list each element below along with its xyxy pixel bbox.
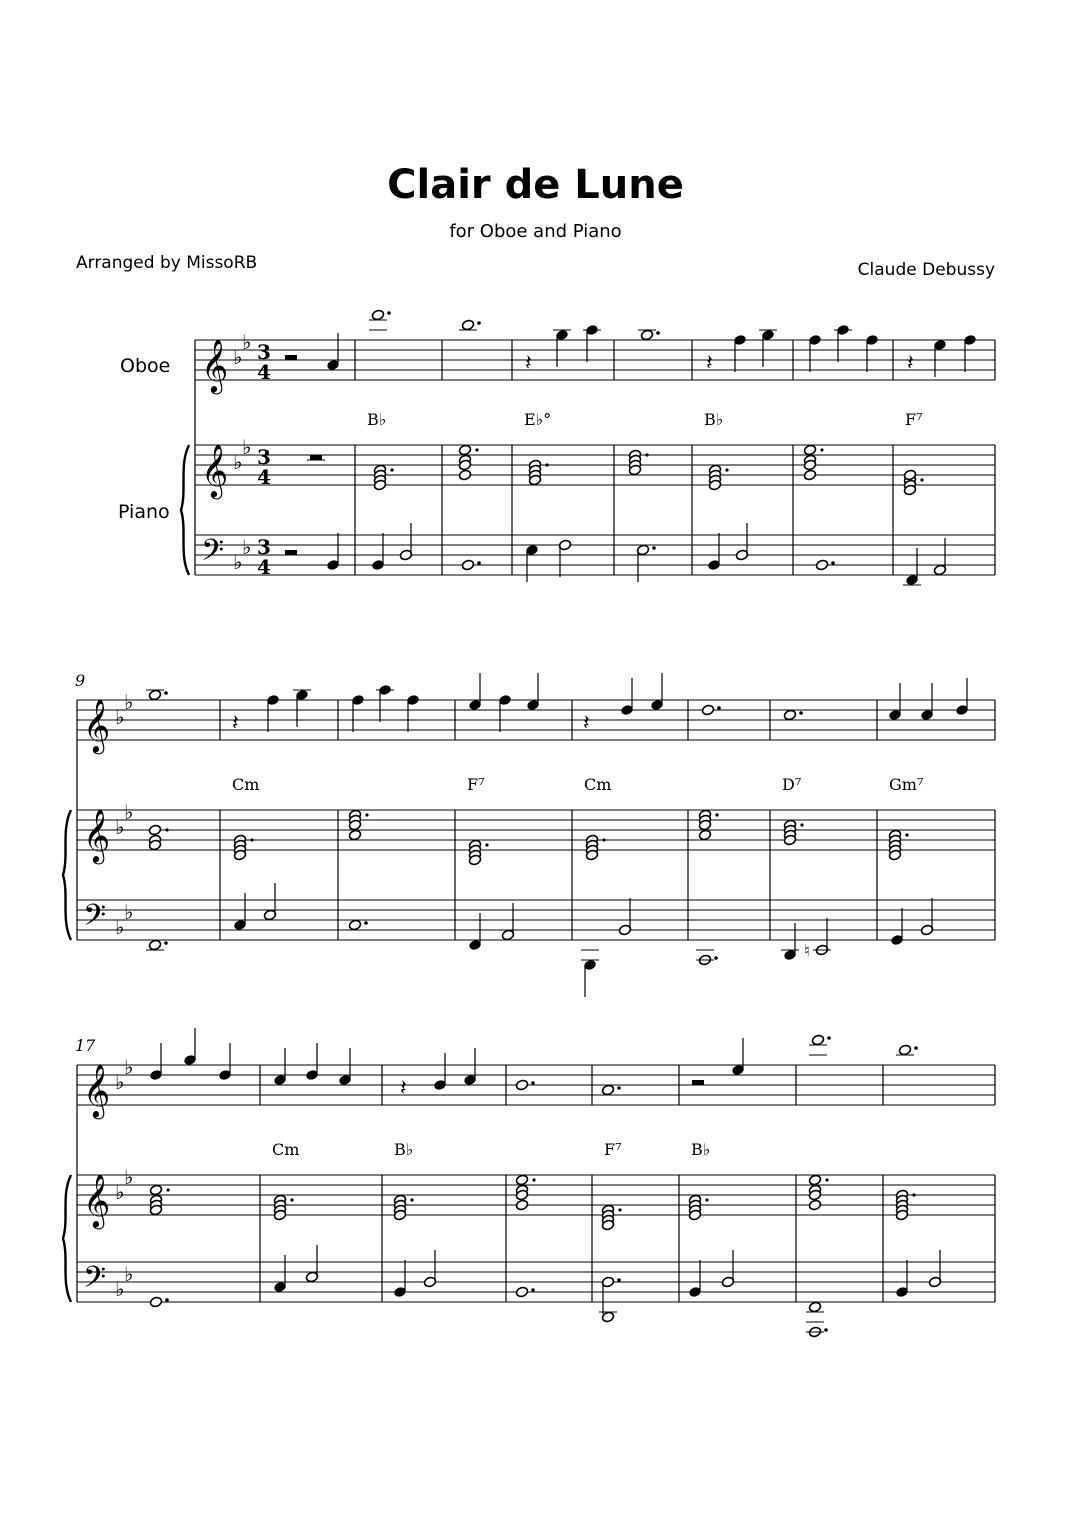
dot [652,546,656,550]
dot [387,311,391,315]
note [803,444,816,456]
piano-bass-staff [77,1262,995,1302]
note [928,1250,941,1288]
time-signature-bottom: 4 [257,465,271,489]
dot [827,1036,831,1040]
page-title: Clair de Lune [387,162,684,208]
note [376,684,394,722]
half-rest-icon [285,550,297,555]
time-signature-bottom: 4 [257,555,271,579]
note [808,334,821,372]
note [149,1043,162,1081]
note [348,919,367,931]
dot [820,448,823,451]
note [920,898,933,936]
notehead [348,919,361,931]
chord-symbol: D⁷ [782,775,802,794]
notehead [515,1286,528,1298]
note [263,883,276,921]
notehead [808,1199,821,1211]
dot [477,321,481,325]
note [599,1311,617,1323]
dot [250,838,253,841]
note [890,908,903,946]
dot [531,1288,535,1292]
note [553,329,571,367]
half-rest-icon [310,455,322,460]
dot [602,838,605,841]
note [865,334,878,372]
dot [824,1328,828,1332]
notehead [461,559,474,571]
dot [390,468,393,471]
flat-icon: ♭ [124,800,134,824]
dot [164,691,168,695]
notehead [458,469,471,481]
arranger-credit: Arranged by MissoRB [76,253,258,273]
notehead [458,444,471,456]
note [963,334,976,372]
dot [656,331,660,335]
notehead [461,319,474,331]
piano-treble-staff [195,445,995,485]
chord-symbol: Cm [232,775,260,794]
note [433,1053,446,1091]
note [781,923,799,961]
note [731,1038,744,1076]
note [920,683,933,721]
note [146,939,168,951]
chord-symbol: B♭ [691,1140,711,1159]
dot [410,1198,413,1201]
dot [166,1188,169,1191]
notehead [701,704,714,716]
note [458,469,471,481]
notehead [148,939,161,951]
flat-icon: ♭ [115,1277,125,1301]
dot [825,1178,828,1181]
flat-icon: ♭ [124,1165,134,1189]
chord-symbol: Gm⁷ [889,775,924,794]
dot [290,1198,293,1201]
instrument-label-piano: Piano [118,501,170,523]
chord-symbol: Cm [584,775,612,794]
note [498,694,511,732]
note [266,694,279,732]
notehead [371,309,384,321]
note [809,1034,831,1055]
quarter-rest-icon: 𝄽 [907,351,914,376]
treble-clef-icon: 𝄞 [83,698,111,752]
dot [475,448,478,451]
dot [617,1086,621,1090]
flat-icon: ♭ [124,690,134,714]
note [933,538,946,576]
note [618,898,631,936]
time-signature-top: 3 [257,445,271,469]
note [834,324,852,362]
notehead [149,1296,162,1308]
note [149,1184,162,1196]
bass-clef-icon: 𝄢 [83,1261,107,1302]
note [273,1255,286,1293]
dot [799,711,803,715]
flat-icon: ♭ [115,1180,125,1204]
note [293,689,311,727]
note [806,1312,828,1338]
notehead [815,559,828,571]
note [813,918,831,956]
notehead [803,469,816,481]
note [515,1174,528,1186]
note [326,333,339,371]
note [525,544,538,582]
note [463,1048,476,1086]
note [806,1301,824,1313]
note [148,824,161,836]
note [468,673,481,711]
note [721,1250,734,1288]
note [423,1250,436,1288]
note [803,469,816,481]
note [558,539,571,577]
note [581,950,599,997]
note [620,678,633,716]
note [515,1199,528,1211]
note [583,324,601,362]
dot [914,1046,918,1050]
piano-treble-staff [77,1175,995,1215]
quarter-rest-icon: 𝄽 [232,711,239,736]
quarter-rest-icon: 𝄽 [525,351,532,376]
dot [800,823,803,826]
note [273,1048,286,1086]
piano-brace [181,445,189,575]
flat-icon: ♭ [115,815,125,839]
note [348,829,361,841]
note [326,533,339,571]
notehead [601,1084,614,1096]
flat-icon: ♭ [233,550,243,574]
flat-icon: ♭ [115,705,125,729]
chord-symbol: F⁷ [905,410,923,429]
oboe-staff [195,340,995,380]
time-signature-top: 3 [257,535,271,559]
bass-clef-icon: 𝄢 [201,534,225,575]
half-rest-icon [285,355,297,360]
note [955,678,968,716]
notehead [515,1174,528,1186]
notehead [515,1199,528,1211]
note [759,329,777,367]
note [888,683,901,721]
piano-brace [63,1175,71,1302]
flat-icon: ♭ [124,1262,134,1286]
page-subtitle: for Oboe and Piano [449,221,622,242]
notehead [898,1044,911,1056]
note [808,1199,821,1211]
dot [717,706,721,710]
measure-number: 9 [75,671,86,690]
flat-icon: ♭ [233,450,243,474]
flat-icon: ♭ [233,345,243,369]
note [707,533,720,571]
dot [164,941,168,945]
dot [645,453,648,456]
note [146,689,168,701]
notehead [515,1079,528,1091]
note [393,1260,406,1298]
notehead [783,709,796,721]
quarter-rest-icon: 𝄽 [583,711,590,736]
dot [715,813,718,816]
note [218,1043,231,1081]
note [698,829,711,841]
half-rest-icon [692,1080,704,1085]
note [233,893,246,931]
time-signature-top: 3 [257,340,271,364]
dot [531,1081,535,1085]
natural-icon: ♮ [804,941,810,960]
flat-icon: ♭ [115,915,125,939]
piano-brace [63,810,71,940]
dot [705,1198,708,1201]
notehead [348,829,361,841]
chord-symbol: B♭ [704,410,724,429]
note [371,533,384,571]
flat-icon: ♭ [124,900,134,924]
piano-bass-staff [195,535,995,575]
note [183,1028,196,1066]
oboe-staff [77,1065,995,1105]
note [406,694,419,732]
dot [912,1193,915,1196]
notehead [808,1301,821,1313]
chord-symbol: B♭ [394,1140,414,1159]
note [895,1260,908,1298]
dot [920,478,923,481]
flat-icon: ♭ [124,1055,134,1079]
note [650,673,663,711]
flat-icon: ♭ [242,535,252,559]
dot [714,956,718,960]
note [903,548,921,586]
note [696,950,718,966]
chord-symbol: F⁷ [604,1140,622,1159]
note [399,523,412,561]
chord-symbol: F⁷ [467,775,485,794]
dot [618,1208,621,1211]
notehead [149,1184,162,1196]
flat-icon: ♭ [242,435,252,459]
dot [477,561,481,565]
note [638,329,660,341]
note [601,1084,620,1096]
treble-clef-icon: 𝄞 [83,1173,111,1227]
treble-clef-icon: 𝄞 [83,1063,111,1117]
notehead [148,824,161,836]
dot [532,1178,535,1181]
note [733,334,746,372]
notehead [808,1174,821,1186]
dot [485,843,488,846]
dot [545,463,548,466]
chord-symbol: Cm [272,1140,300,1159]
dot [364,921,368,925]
note [501,903,514,941]
treble-clef-icon: 𝄞 [83,808,111,862]
note [735,523,748,561]
note [468,913,481,951]
chord-symbol: E♭° [524,410,552,429]
note [338,1048,351,1086]
note [305,1245,318,1283]
treble-clef-icon: 𝄞 [201,338,229,392]
notehead [698,829,711,841]
piano-treble-staff [77,810,995,850]
chord-symbol: B♭ [367,410,387,429]
dot [617,1278,621,1282]
note [896,1044,918,1056]
quarter-rest-icon: 𝄽 [400,1076,407,1101]
note [808,1174,821,1186]
note [369,309,391,330]
instrument-label-oboe: Oboe [120,355,171,377]
dot [905,833,908,836]
bass-clef-icon: 𝄢 [83,899,107,940]
notehead [811,1034,824,1046]
note [351,694,364,732]
dot [831,561,835,565]
composer-credit: Claude Debussy [857,260,995,280]
piano-bass-staff [77,900,995,940]
note [688,1260,701,1298]
note [526,673,539,711]
measure-number: 17 [75,1036,96,1055]
note [783,709,802,721]
notehead [640,329,653,341]
time-signature-bottom: 4 [257,360,271,384]
flat-icon: ♭ [115,1070,125,1094]
note [305,1043,318,1081]
dot [165,828,168,831]
dot [165,1298,169,1302]
note [458,444,471,456]
notehead [803,444,816,456]
treble-clef-icon: 𝄞 [201,443,229,497]
quarter-rest-icon: 𝄽 [706,351,713,376]
notehead [148,689,161,701]
dot [365,813,368,816]
note [933,339,946,377]
dot [725,468,728,471]
flat-icon: ♭ [242,330,252,354]
note [459,319,481,331]
note [636,544,655,582]
